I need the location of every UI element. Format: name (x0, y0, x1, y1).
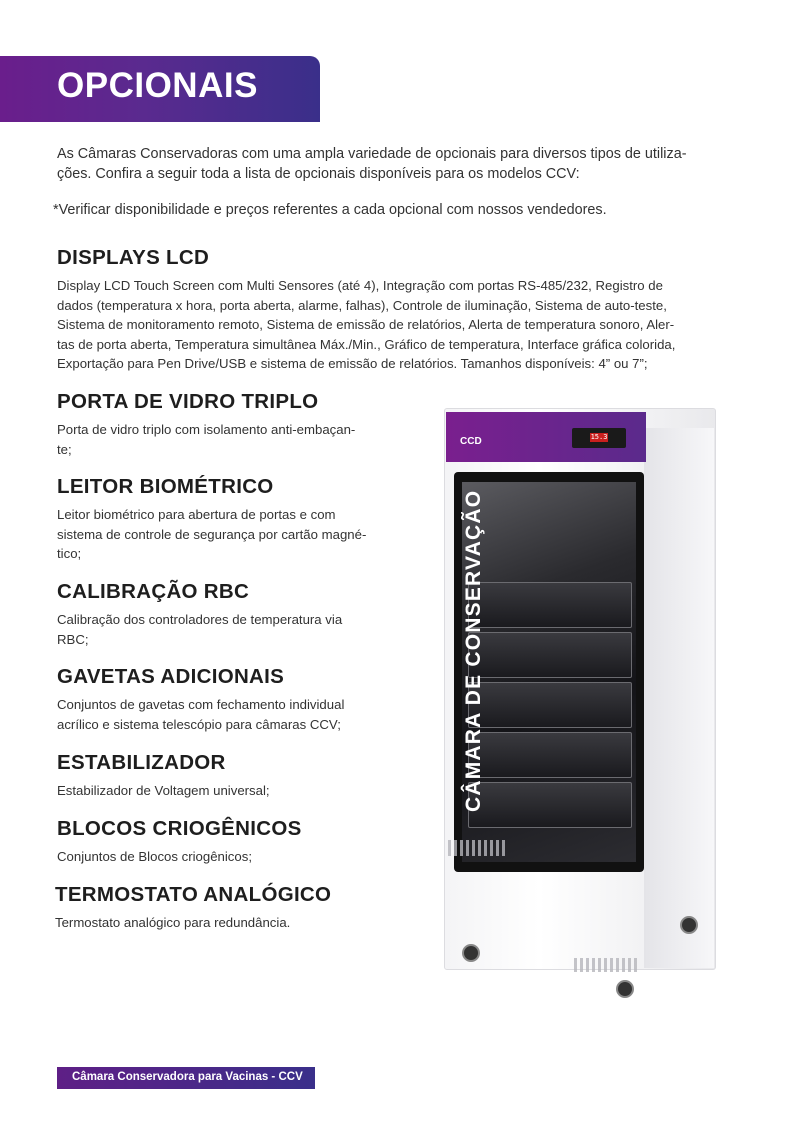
caster-wheel (616, 980, 634, 998)
controller-display: 15.3 (590, 433, 608, 441)
section-blocos-criogenicos (57, 817, 417, 867)
section-estabilizador (57, 751, 417, 801)
section-heading: LEITOR BIOMÉTRICO (57, 475, 274, 498)
section-porta-vidro (57, 390, 417, 459)
section-leitor-biometrico (57, 475, 417, 564)
title-banner (0, 56, 320, 122)
availability-note: *Verificar disponibilidade e preços referentes a cada opcional com nossos vendedores. (53, 202, 607, 218)
section-heading: BLOCOS CRIOGÊNICOS (57, 817, 302, 840)
section-body: Estabilizador de Voltagem universal; (57, 783, 270, 798)
footer-label: Câmara Conservadora para Vacinas - CCV (72, 1071, 303, 1083)
section-heading: GAVETAS ADICIONAIS (57, 665, 285, 688)
drawer (468, 632, 632, 678)
bottom-vent (574, 958, 638, 972)
section-body: Conjuntos de gavetas com fechamento individual acrílico e sistema telescópio para câmaras CCV; (57, 697, 345, 732)
front-vent (448, 840, 508, 856)
section-gavetas-adicionais (57, 665, 417, 734)
drawer (468, 732, 632, 778)
section-body: Leitor biométrico para abertura de portas e com sistema de controle de segurança por cartão magné- tico; (57, 507, 367, 561)
drawer (468, 582, 632, 628)
refrigerator-image (444, 408, 724, 998)
section-heading: DISPLAYS LCD (57, 246, 210, 269)
temperature-controller (572, 428, 626, 448)
caster-wheel (462, 944, 480, 962)
section-termostato-analogico (55, 883, 415, 933)
intro-line: As Câmaras Conservadoras com uma ampla variedade de opcionais para diversos tipos de utiliza- (57, 146, 687, 162)
vertical-product-label: CÂMARA DE CONSERVAÇÃO (462, 489, 485, 812)
section-displays-lcd (57, 246, 757, 374)
section-body: Display LCD Touch Screen com Multi Sensores (até 4), Integração com portas RS-485/232, Registro de dados (temperatura x hora, porta aberta, alarme, falhas), Controle de iluminação, Sistema de auto-teste, Sistema de monitoramento remoto, Sistema de emissão de relatórios, Alerta de temperatura sonoro, Aler- tas de porta aberta, Temperatura simultânea Máx./Min., Gráfico de temperatura, Interface gráfica colorida, Exportação para Pen Drive/USB e sistema de emissão de relatórios. Tamanhos disponíveis: 4” ou 7”; (57, 278, 676, 371)
drawer (468, 682, 632, 728)
section-body: Calibração dos controladores de temperatura via RBC; (57, 612, 343, 647)
section-heading: PORTA DE VIDRO TRIPLO (57, 390, 319, 413)
section-heading: ESTABILIZADOR (57, 751, 226, 774)
section-body: Termostato analógico para redundância. (55, 915, 291, 930)
section-body: Porta de vidro triplo com isolamento anti-embaçan- te; (57, 422, 356, 457)
brand-logo: CCD (460, 436, 482, 447)
drawer (468, 782, 632, 828)
section-calibracao-rbc (57, 580, 417, 649)
section-heading: CALIBRAÇÃO RBC (57, 580, 250, 603)
intro-line: ções. Confira a seguir toda a lista de opcionais disponíveis para os modelos CCV: (57, 166, 580, 182)
intro-paragraph (57, 144, 747, 184)
section-heading: TERMOSTATO ANALÓGICO (55, 883, 332, 906)
page-title: OPCIONAIS (57, 66, 258, 105)
footer-tag (57, 1067, 315, 1089)
section-body: Conjuntos de Blocos criogênicos; (57, 849, 252, 864)
caster-wheel (680, 916, 698, 934)
refrigerator-top-panel (446, 412, 646, 462)
door-glass (462, 482, 636, 862)
refrigerator-side-panel (644, 428, 714, 968)
